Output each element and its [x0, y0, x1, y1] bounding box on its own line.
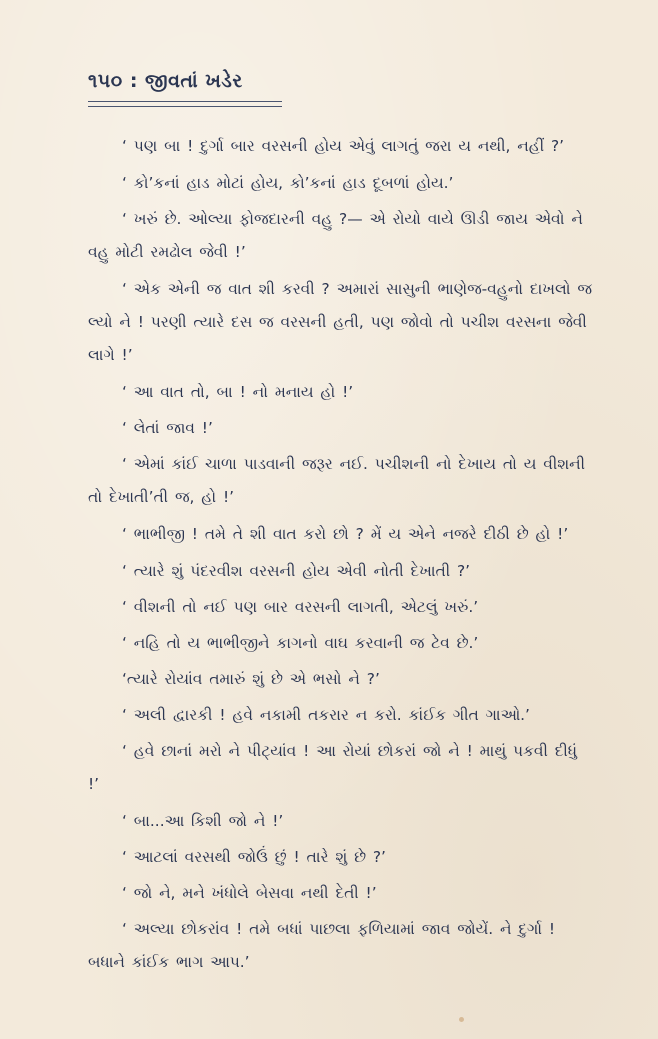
paragraph: ‘ આ વાત તો, બા ! નો મનાય હો !’: [122, 383, 354, 401]
paragraph: ‘ બા...આ કિશી જો ને !’: [122, 812, 284, 830]
running-header: [88, 70, 243, 106]
paragraph: ‘ લેતાં જાવ !’: [122, 419, 213, 437]
paragraph: ‘ ત્યારે શું પંદરવીશ વરસની હોય એવી નોતી દેખાતી ?’: [122, 562, 471, 580]
paragraph: ‘ પણ બા ! દુર્ગા બાર વરસની હોય એવું લાગતું જરા ય નથી, નહીં ?’: [122, 137, 565, 155]
paragraph: ‘ નહિ તો ય ભાભીજીને કાગનો વાઘ કરવાની જ ટેવ છે.’: [122, 634, 479, 652]
paragraph: ‘ કો’કનાં હાડ મોટાં હોય, કો’કનાં હાડ દૂબળાં હોય.’: [122, 174, 454, 192]
paragraph: ‘ વીશની તો નઈ પણ બાર વરસની લાગતી, એટલું ખરું.’: [122, 598, 479, 616]
paper-speck: [459, 1017, 464, 1022]
page-body: [88, 130, 594, 983]
paragraph: ‘ ભાભીજી ! તમે તે શી વાત કરો છો ? મેં ય એને નજરે દીઠી છે હો !’: [122, 525, 569, 543]
paragraph: ‘ ખરું છે. ઓલ્યા ફોજદારની વહુ ?— એ રોયો વાયે ઊડી જાય એવો ને વહુ મોટી રમઢોલ જેવી !’: [88, 210, 583, 261]
paragraph: ‘ હવે છાનાં મરો ને પીટ્યાંવ ! આ રોયાં છોકરાં જો ને ! માથું પકવી દીધું !’: [88, 742, 577, 793]
paragraph: ‘ જો ને, મને ખંધોલે બેસવા નથી દેતી !’: [122, 884, 377, 902]
header-underline: [88, 101, 282, 107]
paragraph: ‘ એક એની જ વાત શી કરવી ? અમારાં સાસુની ભાણેજ-વહુનો દાખલો જ લ્યો ને ! પરણી ત્યારે દસ જ વરસની હતી, પણ જોવો તો પચીશ વરસના જેવી લાગે !’: [88, 280, 592, 364]
paragraph: ‘ આટલાં વરસથી જોઉં છું ! તારે શું છે ?’: [122, 848, 386, 866]
paragraph: ‘ અલી દ્વારકી ! હવે નકામી તકરાર ન કરો. કાંઈક ગીત ગાઓ.’: [122, 706, 530, 724]
page-number-and-title: ૧૫૦ : જીવતાં ખડેર: [88, 70, 243, 92]
paragraph: ‘ એમાં કાંઈ ચાળા પાડવાની જરૂર નઈ. પચીશની નો દેખાય તો ય વીશની તો દેખાતી’તી જ, હો !’: [88, 455, 585, 506]
paragraph: ‘ત્યારે રોયાંવ તમારું શું છે એ ભસો ને ?’: [122, 670, 380, 688]
paragraph: ‘ અલ્યા છોકરાંવ ! તમે બધાં પાછલા ફળિયામાં જાવ જોયેં. ને દુર્ગા ! બધાને કાંઈક ભાગ આપ.’: [88, 920, 556, 971]
